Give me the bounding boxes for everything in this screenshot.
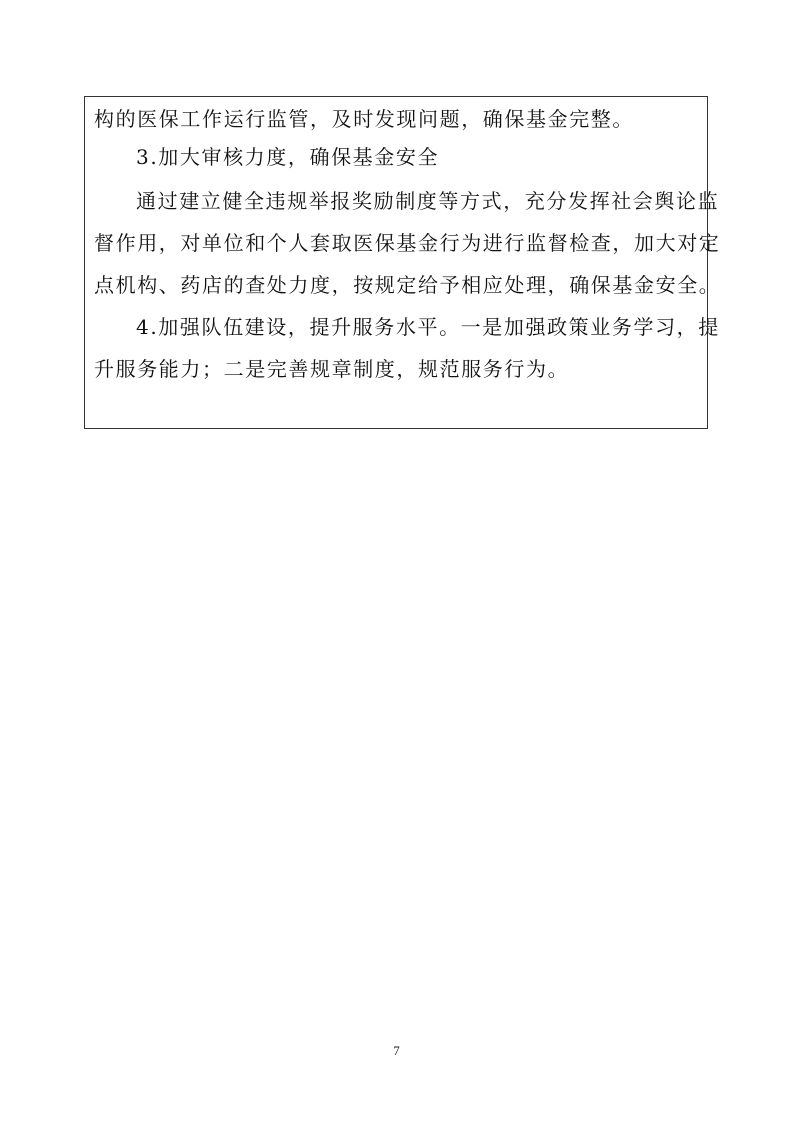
paragraph-line: 通过建立健全违规举报奖励制度等方式，充分发挥社会舆论监 xyxy=(136,189,720,213)
paragraph-continuation-line: 构的医保工作运行监管，及时发现问题，确保基金完整。 xyxy=(94,107,634,131)
page-number: 7 xyxy=(393,1043,400,1058)
section-heading-3: 3.加大审核力度，确保基金安全 xyxy=(136,145,440,169)
paragraph-line: 升服务能力；二是完善规章制度，规范服务行为。 xyxy=(94,357,570,381)
paragraph-line: 点机构、药店的查处力度，按规定给予相应处理，确保基金安全。 xyxy=(94,273,721,297)
section-heading-4: 4.加强队伍建设，提升服务水平。一是加强政策业务学习，提 xyxy=(136,315,720,339)
paragraph-line: 督作用，对单位和个人套取医保基金行为进行监督检查，加大对定 xyxy=(94,231,721,255)
